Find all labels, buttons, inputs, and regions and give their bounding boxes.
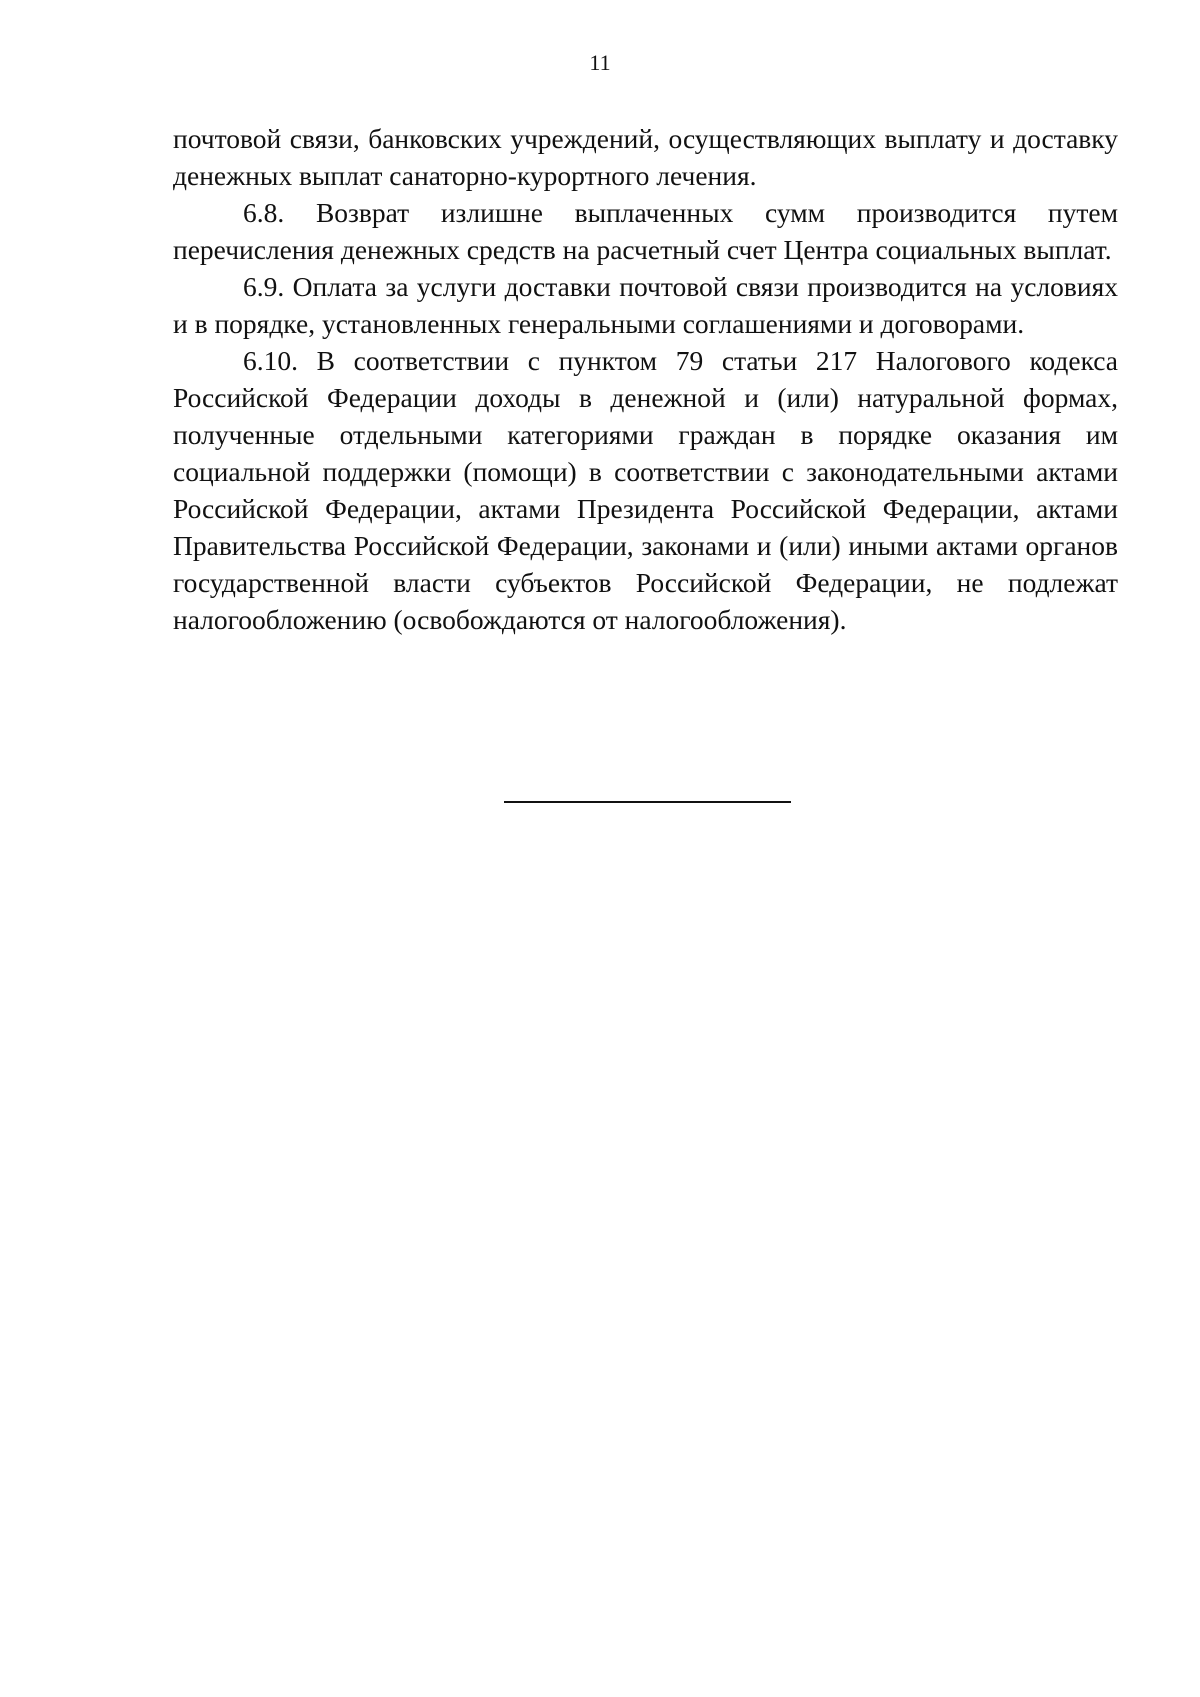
page-number: 11 — [589, 50, 611, 75]
document-body — [173, 120, 1118, 638]
paragraph-continuation: почтовой связи, банковских учреждений, осуществляющих выплату и доставку денежных выплат санаторно-курортного лечения. — [173, 123, 1118, 191]
paragraph-6-10: 6.10. В соответствии с пунктом 79 статьи 217 Налогового кодекса Российской Федерации доходы в денежной и (или) натуральной формах, полученные отдельными категориями граждан в порядке оказания им социальной поддержки (помощи) в соответствии с законодательными актами Российской Федерации, актами Президента Российской Федерации, актами Правительства Российской Федерации, законами и (или) иными актами органов государственной власти субъектов Российской Федерации, не подлежат налогообложению (освобождаются от налогообложения). — [173, 345, 1118, 635]
paragraph-6-9: 6.9. Оплата за услуги доставки почтовой связи производится на условиях и в порядке, установленных генеральными соглашениями и договорами. — [173, 271, 1118, 339]
paragraph-6-8: 6.8. Возврат излишне выплаченных сумм производится путем перечисления денежных средств на расчетный счет Центра социальных выплат. — [173, 197, 1118, 265]
end-of-document-rule — [504, 801, 791, 803]
